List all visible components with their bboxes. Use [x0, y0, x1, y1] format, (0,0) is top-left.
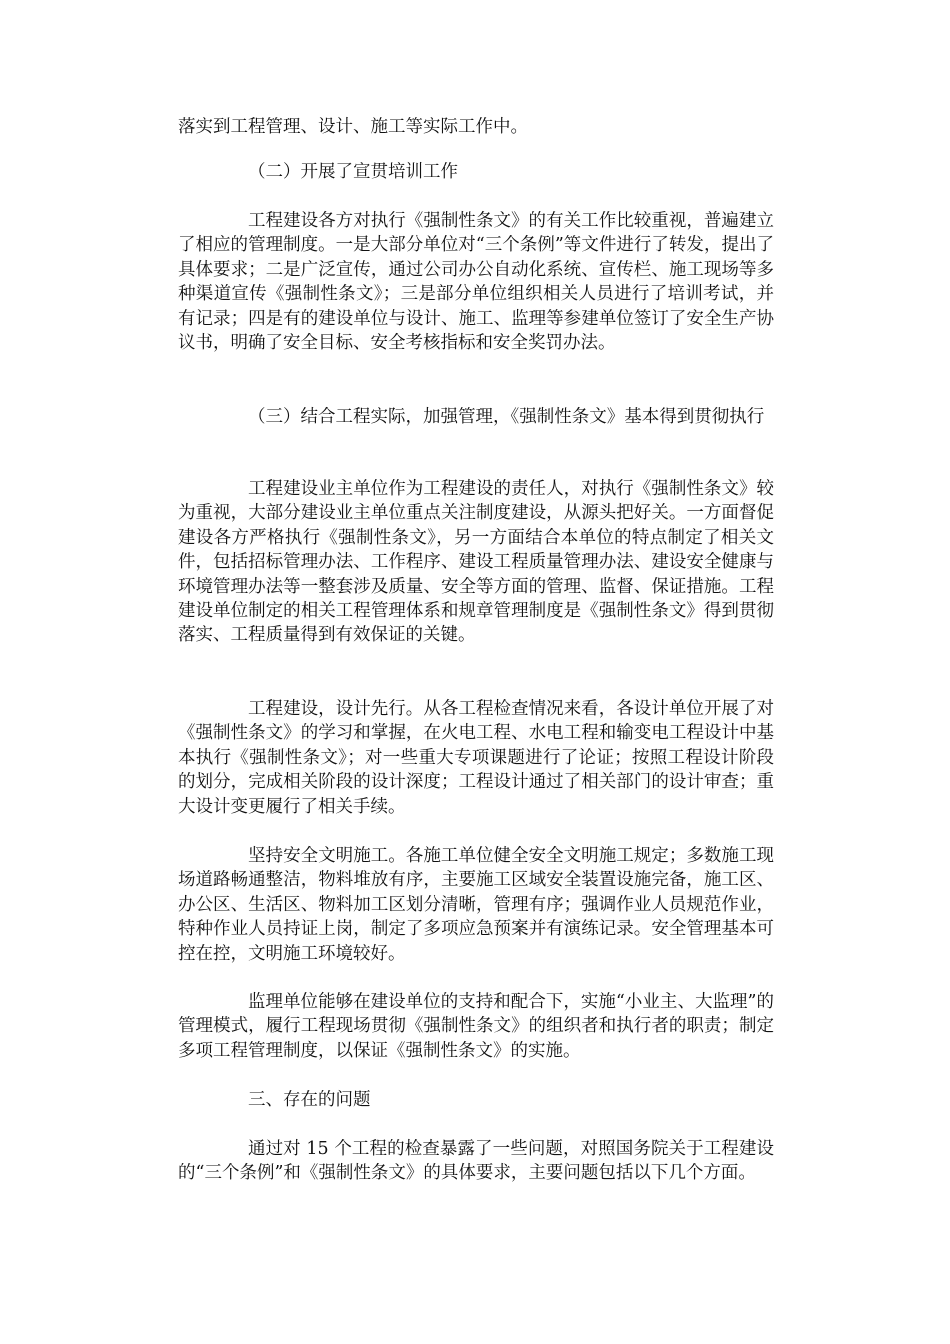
heading-text: 三、存在的问题: [248, 1090, 371, 1110]
paragraph-training: [178, 209, 774, 355]
paragraph-problems-intro: [178, 1137, 774, 1186]
heading-text: （二）开展了宣贯培训工作: [248, 162, 458, 182]
paragraph-text: 工程建设业主单位作为工程建设的责任人，对执行《强制性条文》较为重视，大部分建设业主单位重点关注制度建设，从源头把好关。一方面督促建设各方严格执行《强制性条文》，另一方面结合本单位的特点制定了相关文件，包括招标管理办法、工作程序、建设工程质量管理办法、建设安全健康与环境管理办法等一整套涉及质量、安全等方面的管理、监督、保证措施。工程建设单位制定的相关工程管理体系和规章管理制度是《强制性条文》得到贯彻落实、工程质量得到有效保证的关键。: [178, 479, 774, 646]
paragraph-continuation: [178, 115, 774, 139]
paragraph-text: 落实到工程管理、设计、施工等实际工作中。: [178, 117, 528, 137]
paragraph-construction-safety: [178, 844, 774, 966]
paragraph-design-units: [178, 697, 774, 819]
section-heading-problems: [178, 1088, 774, 1112]
paragraph-text: 通过对 15 个工程的检查暴露了一些问题，对照国务院关于工程建设的“三个条例”和《强制性条文》的具体要求，主要问题包括以下几个方面。: [178, 1139, 774, 1184]
paragraph-text: 监理单位能够在建设单位的支持和配合下，实施“小业主、大监理”的管理模式，履行工程现场贯彻《强制性条文》的组织者和执行者的职责；制定多项工程管理制度，以保证《强制性条文》的实施。: [178, 992, 774, 1061]
section-heading-3: [178, 405, 774, 429]
paragraph-text: 工程建设，设计先行。从各工程检查情况来看，各设计单位开展了对《强制性条文》的学习和掌握，在火电工程、水电工程和输变电工程设计中基本执行《强制性条文》；对一些重大专项课题进行了论证；按照工程设计阶段的划分，完成相关阶段的设计深度；工程设计通过了相关部门的设计审查；重大设计变更履行了相关手续。: [178, 699, 774, 817]
paragraph-supervision-units: [178, 990, 774, 1063]
section-heading-2: [178, 160, 774, 184]
heading-text: （三）结合工程实际，加强管理，《强制性条文》基本得到贯彻执行: [248, 407, 765, 427]
paragraph-text: 工程建设各方对执行《强制性条文》的有关工作比较重视，普遍建立了相应的管理制度。一是大部分单位对“三个条例”等文件进行了转发，提出了具体要求；二是广泛宣传，通过公司办公自动化系统、宣传栏、施工现场等多种渠道宣传《强制性条文》；三是部分单位组织相关人员进行了培训考试，并有记录；四是有的建设单位与设计、施工、监理等参建单位签订了安全生产协议书，明确了安全目标、安全考核指标和安全奖罚办法。: [178, 211, 774, 354]
paragraph-text: 坚持安全文明施工。各施工单位健全安全文明施工规定；多数施工现场道路畅通整洁，物料堆放有序，主要施工区域安全装置设施完备，施工区、办公区、生活区、物料加工区划分清晰，管理有序；强调作业人员规范作业，特种作业人员持证上岗，制定了多项应急预案并有演练记录。安全管理基本可控在控，文明施工环境较好。: [178, 846, 774, 964]
paragraph-owner-units: [178, 477, 774, 648]
